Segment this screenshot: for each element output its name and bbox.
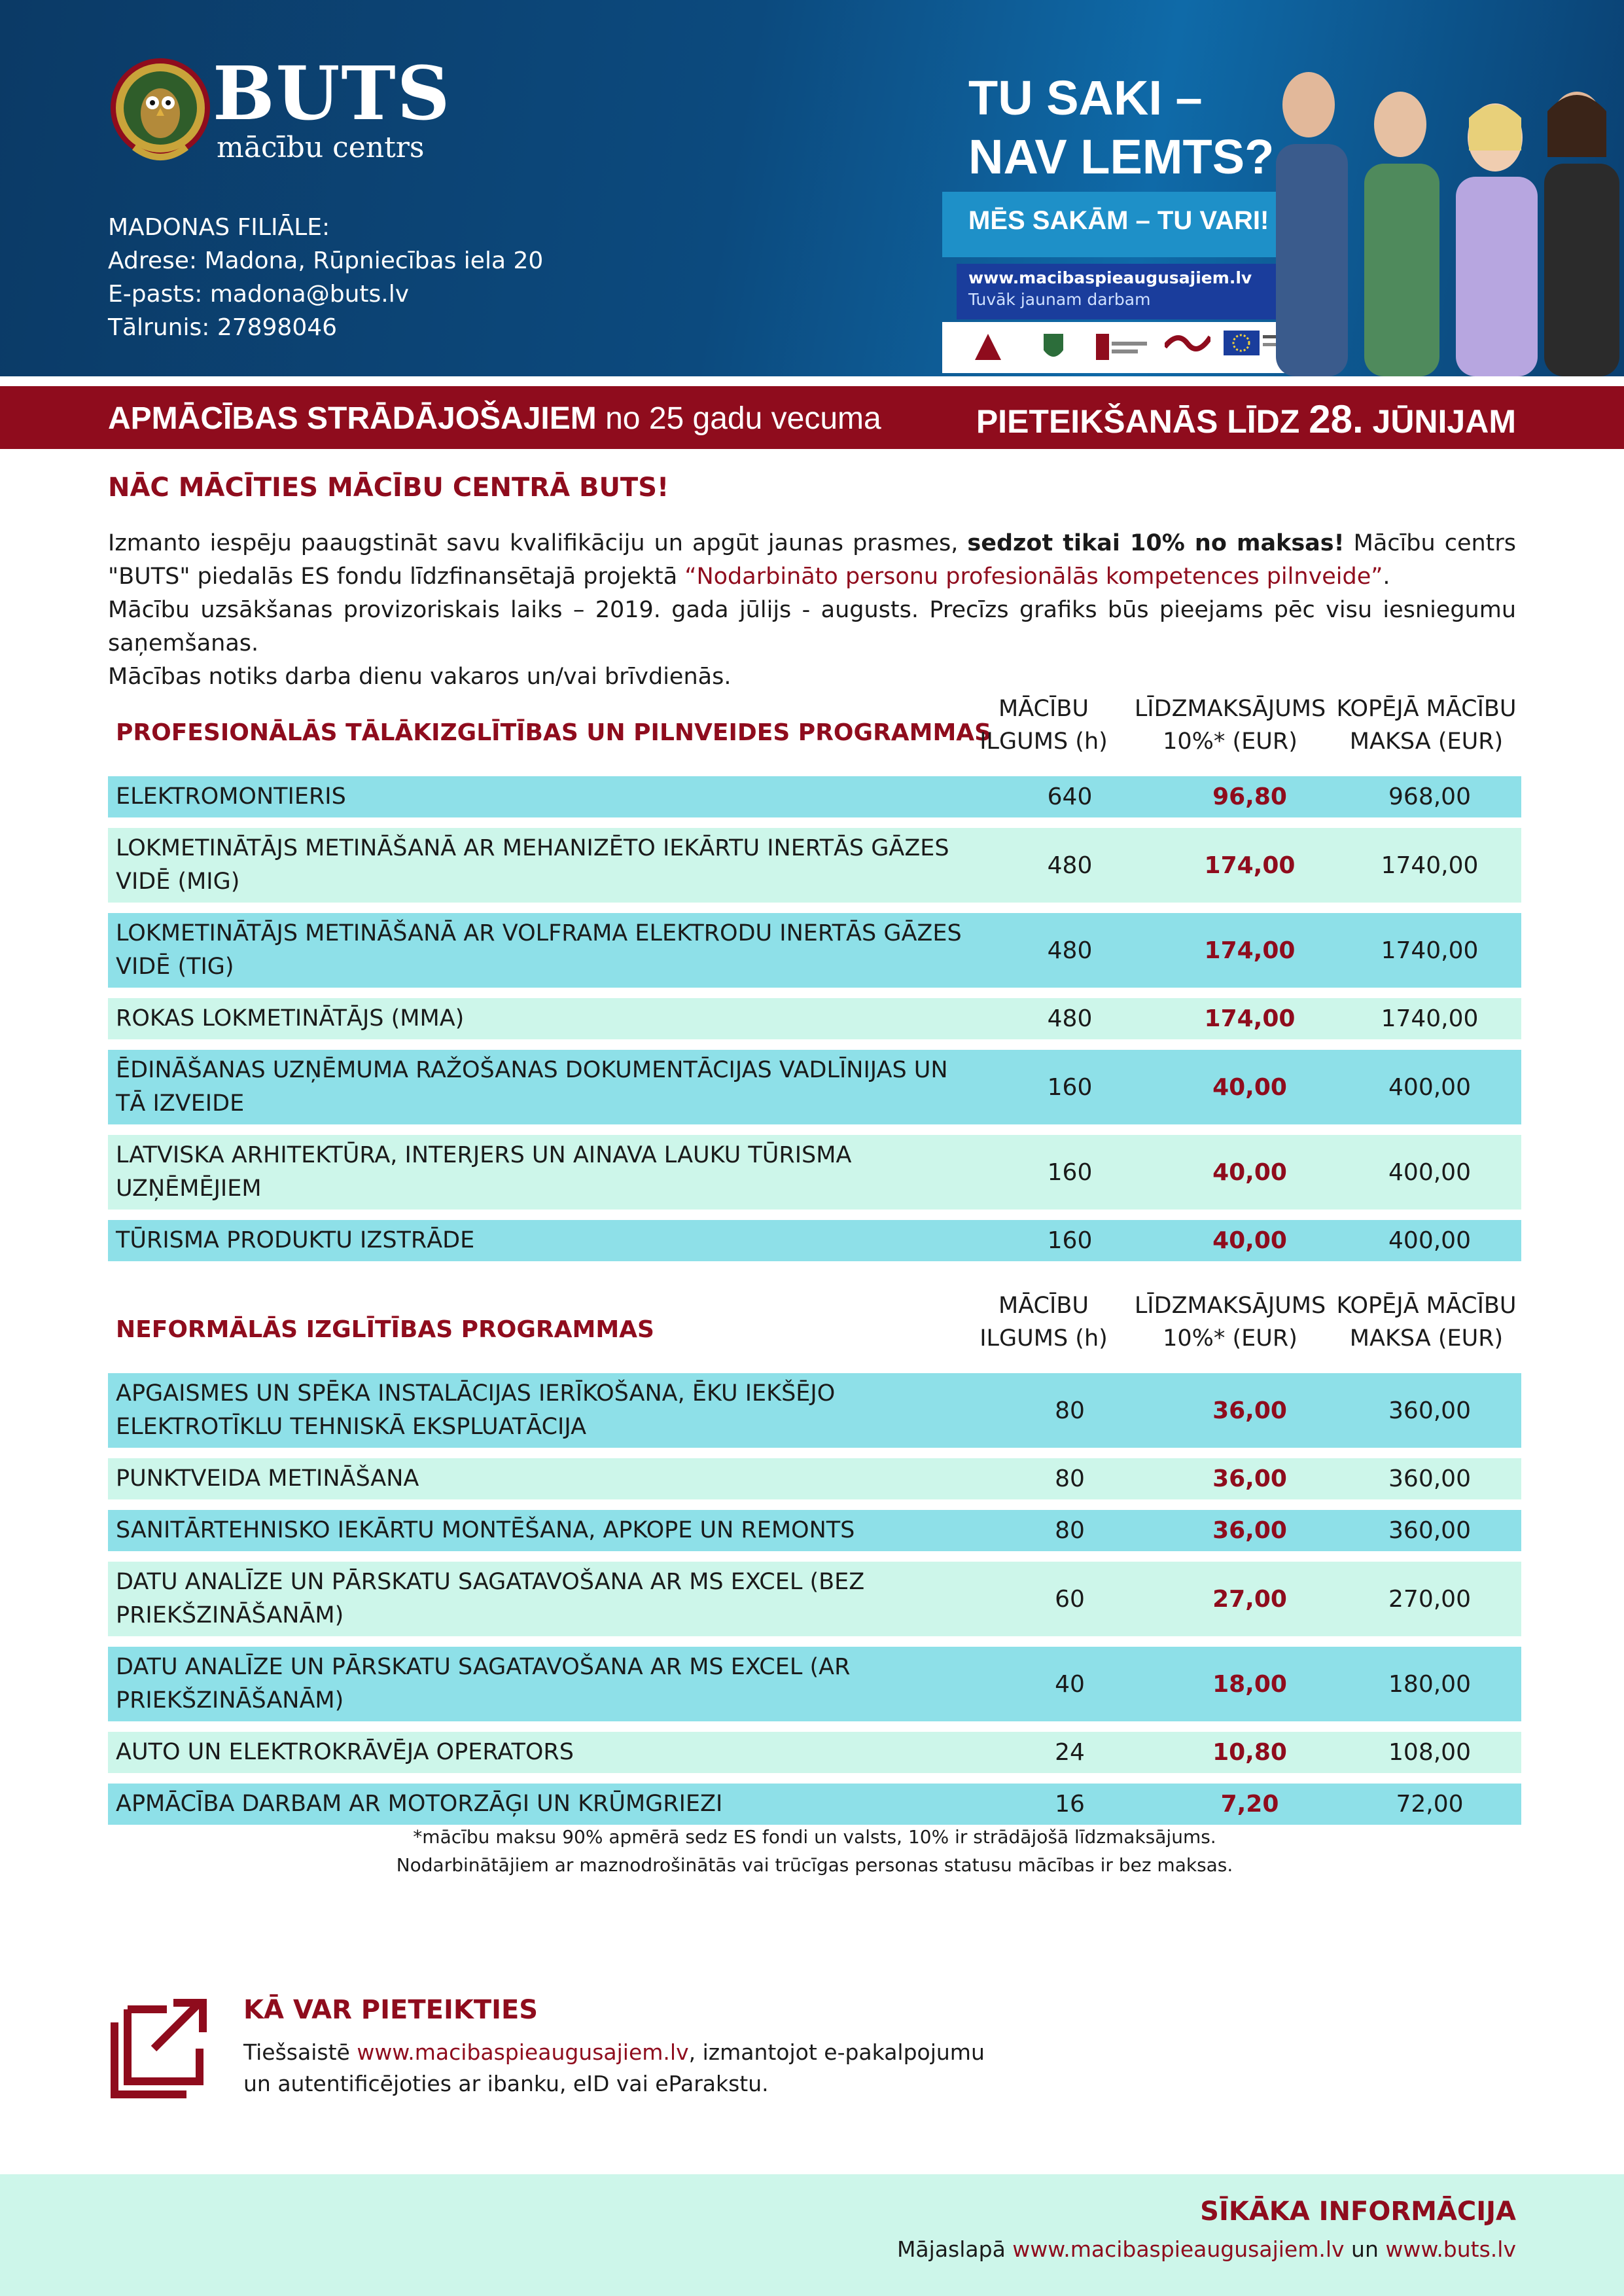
table-row xyxy=(108,1647,1521,1721)
col-copay-line-2: 10%* (EUR) xyxy=(1163,1325,1297,1352)
duration-hours: 24 xyxy=(1055,1739,1085,1766)
col-header-total xyxy=(1328,1289,1525,1355)
table-row xyxy=(108,1510,1521,1551)
logo-subtitle: mācību centrs xyxy=(217,131,425,164)
table-row xyxy=(108,1135,1521,1210)
sponsor-logos xyxy=(942,322,1305,373)
footer xyxy=(0,2174,1624,2296)
duration-hours: 160 xyxy=(1047,1073,1093,1101)
duration-hours: 80 xyxy=(1055,1465,1085,1492)
external-link-icon xyxy=(108,1996,213,2101)
program-name: LOKMETINĀTĀJS METINĀŠANĀ AR MEHANIZĒTO IEKĀRTU INERTĀS GĀZES VIDĒ (MIG) xyxy=(116,835,949,895)
col-hours-line-1: MĀCĪBU xyxy=(998,696,1089,722)
table-row xyxy=(108,828,1521,903)
intro-p1-c: . xyxy=(1383,564,1390,590)
duration-hours: 60 xyxy=(1055,1585,1085,1613)
footnote xyxy=(108,1823,1521,1879)
copayment: 174,00 xyxy=(1204,937,1296,964)
branch-email[interactable]: E-pasts: madona@buts.lv xyxy=(108,281,410,308)
coat-of-arms-icon xyxy=(1034,327,1073,367)
col-total-line-2: MAKSA (EUR) xyxy=(1349,728,1504,755)
col-copay-line-1: LĪDZMAKSĀJUMS xyxy=(1134,1293,1326,1319)
intro-title: NĀC MĀCĪTIES MĀCĪBU CENTRĀ BUTS! xyxy=(108,473,669,503)
copayment: 27,00 xyxy=(1212,1585,1287,1613)
program-name: AUTO UN ELEKTROKRĀVĒJA OPERATORS xyxy=(116,1739,574,1765)
col-copay-line-1: LĪDZMAKSĀJUMS xyxy=(1134,696,1326,722)
col-header-copay xyxy=(1129,1289,1332,1355)
copayment: 18,00 xyxy=(1212,1670,1287,1698)
table-title: NEFORMĀLĀS IZGLĪTĪBAS PROGRAMMAS xyxy=(116,1316,654,1343)
deadline-prefix: PIETEIKŠANĀS LĪDZ xyxy=(976,403,1309,440)
col-total-line-1: KOPĒJĀ MĀCĪBU xyxy=(1336,1293,1517,1319)
promo-ad xyxy=(942,52,1623,376)
national-plan-logo-icon xyxy=(1096,327,1148,367)
promo-line-1: TU SAKI – xyxy=(968,71,1203,125)
table-row xyxy=(108,1784,1521,1825)
program-name: ELEKTROMONTIERIS xyxy=(116,783,346,810)
total-price: 108,00 xyxy=(1388,1739,1471,1766)
branch-phone[interactable]: Tālrunis: 27898046 xyxy=(108,314,338,341)
copayment: 10,80 xyxy=(1212,1739,1287,1766)
copayment: 36,00 xyxy=(1212,1465,1287,1492)
table-row xyxy=(108,998,1521,1039)
promo-url[interactable]: www.macibaspieaugusajiem.lv xyxy=(968,268,1252,287)
intro-text xyxy=(108,527,1516,694)
footer-title: SĪKĀKA INFORMĀCIJA xyxy=(1200,2197,1516,2227)
application-deadline xyxy=(976,397,1516,442)
total-price: 360,00 xyxy=(1388,1517,1471,1544)
col-header-copay xyxy=(1129,692,1332,758)
col-hours-line-1: MĀCĪBU xyxy=(998,1293,1089,1319)
duration-hours: 480 xyxy=(1047,1005,1093,1032)
total-price: 400,00 xyxy=(1388,1158,1471,1186)
intro-p1-a: Izmanto iespēju paaugstināt savu kvalifikāciju un apgūt jaunas prasmes, xyxy=(108,530,968,556)
table-body xyxy=(108,1373,1521,1825)
total-price: 1740,00 xyxy=(1381,937,1479,964)
table-row xyxy=(108,913,1521,988)
copayment: 96,80 xyxy=(1212,783,1287,810)
total-price: 360,00 xyxy=(1388,1397,1471,1424)
footer-pre: Mājaslapā xyxy=(896,2236,1013,2262)
table-row xyxy=(108,776,1521,817)
promo-line-2: NAV LEMTS? xyxy=(968,130,1275,184)
copayment: 36,00 xyxy=(1212,1517,1287,1544)
program-name: LOKMETINĀTĀJS METINĀŠANĀ AR VOLFRAMA ELEKTRODU INERTĀS GĀZES VIDĒ (TIG) xyxy=(116,920,962,980)
col-header-hours xyxy=(952,692,1135,758)
footer-link-buts[interactable]: www.buts.lv xyxy=(1385,2236,1516,2262)
col-hours-line-2: ILGUMS (h) xyxy=(980,728,1108,755)
footer-text xyxy=(897,2236,1516,2262)
project-name: “Nodarbināto personu profesionālās kompetences pilnveide” xyxy=(684,564,1383,590)
total-price: 270,00 xyxy=(1388,1585,1471,1613)
col-hours-line-2: ILGUMS (h) xyxy=(980,1325,1108,1352)
apply-text xyxy=(243,2037,985,2100)
footer-mid: un xyxy=(1344,2236,1386,2262)
total-price: 400,00 xyxy=(1388,1073,1471,1101)
deadline-month: JŪNIJAM xyxy=(1363,403,1516,440)
program-name: TŪRISMA PRODUKTU IZSTRĀDE xyxy=(116,1227,475,1253)
promo-url-subtitle: Tuvāk jaunam darbam xyxy=(968,290,1151,309)
col-total-line-2: MAKSA (EUR) xyxy=(1349,1325,1504,1352)
header-banner xyxy=(0,0,1624,376)
owl-badge-icon xyxy=(108,56,213,167)
branch-contacts xyxy=(108,211,543,344)
duration-hours: 480 xyxy=(1047,852,1093,879)
total-price: 72,00 xyxy=(1396,1791,1464,1818)
total-price: 1740,00 xyxy=(1381,852,1479,879)
total-price: 1740,00 xyxy=(1381,1005,1479,1032)
total-price: 180,00 xyxy=(1388,1670,1471,1698)
announcement-bar xyxy=(0,386,1624,449)
ministry-logo-icon xyxy=(968,327,1008,367)
intro-paragraph-2: Mācību uzsākšanas provizoriskais laiks – 2019. gada jūlijs - augusts. Precīzs grafiks būs pieejams pēc visu iesniegumu saņemšanas. xyxy=(108,597,1516,656)
footer-link-program[interactable]: www.macibaspieaugusajiem.lv xyxy=(1012,2236,1345,2262)
intro-p1-bold: sedzot tikai 10% no maksas! xyxy=(967,530,1345,556)
nonformal-programs-table xyxy=(108,1291,1521,1825)
deadline-day: 28. xyxy=(1309,397,1364,441)
table-row xyxy=(108,1050,1521,1124)
table-header xyxy=(108,694,1521,766)
apply-link[interactable]: www.macibaspieaugusajiem.lv xyxy=(357,2039,689,2065)
table-row xyxy=(108,1373,1521,1448)
copayment: 36,00 xyxy=(1212,1397,1287,1424)
program-name: DATU ANALĪZE UN PĀRSKATU SAGATAVOŠANA AR MS EXCEL (AR PRIEKŠZINĀŠANĀM) xyxy=(116,1654,851,1713)
program-name: SANITĀRTEHNISKO IEKĀRTU MONTĒŠANA, APKOPE UN REMONTS xyxy=(116,1517,855,1543)
buts-logo[interactable] xyxy=(108,51,451,167)
target-audience-bold: APMĀCĪBAS STRĀDĀJOŠAJIEM xyxy=(108,401,597,436)
footnote-line-1: *mācību maksu 90% apmērā sedz ES fondi un valsts, 10% ir strādājošā līdzmaksājums. xyxy=(413,1826,1216,1848)
copayment: 174,00 xyxy=(1204,852,1296,879)
col-total-line-1: KOPĒJĀ MĀCĪBU xyxy=(1336,696,1517,722)
program-name: ĒDINĀŠANAS UZŅĒMUMA RAŽOŠANAS DOKUMENTĀCIJAS VADLĪNIJAS UN TĀ IZVEIDE xyxy=(116,1057,948,1117)
intro-paragraph-3: Mācības notiks darba dienu vakaros un/vai brīvdienās. xyxy=(108,664,732,690)
promo-slogan: MĒS SAKĀM – TU VARI! xyxy=(968,206,1269,235)
target-audience-rest: no 25 gadu vecuma xyxy=(596,401,881,436)
latvia-wave-logo-icon xyxy=(1165,327,1210,360)
copayment: 40,00 xyxy=(1212,1227,1287,1254)
table-row xyxy=(108,1562,1521,1636)
total-price: 360,00 xyxy=(1388,1465,1471,1492)
promo-title xyxy=(968,69,1274,187)
col-header-total xyxy=(1328,692,1525,758)
total-price: 400,00 xyxy=(1388,1227,1471,1254)
duration-hours: 80 xyxy=(1055,1517,1085,1544)
duration-hours: 160 xyxy=(1047,1158,1093,1186)
branch-title: MADONAS FILIĀLE: xyxy=(108,214,330,241)
col-header-hours xyxy=(952,1289,1135,1355)
program-name: ROKAS LOKMETINĀTĀJS (MMA) xyxy=(116,1005,465,1031)
table-title: PROFESIONĀLĀS TĀLĀKIZGLĪTĪBAS UN PILNVEIDES PROGRAMMAS xyxy=(116,719,992,746)
program-name: DATU ANALĪZE UN PĀRSKATU SAGATAVOŠANA AR MS EXCEL (BEZ PRIEKŠZINĀŠANĀM) xyxy=(116,1569,865,1628)
apply-line-2: un autentificējoties ar ibanku, eID vai eParakstu. xyxy=(243,2071,769,2096)
table-body xyxy=(108,776,1521,1261)
copayment: 40,00 xyxy=(1212,1158,1287,1186)
table-row xyxy=(108,1220,1521,1261)
intro-p1-b: Mācību centrs "BUTS" piedalās ES fondu līdzfinansētajā projektā xyxy=(108,530,1517,590)
apply-post: , izmantojot e-pakalpojumu xyxy=(688,2039,985,2065)
table-header xyxy=(108,1291,1521,1363)
copayment: 174,00 xyxy=(1204,1005,1296,1032)
logo-name: BUTS xyxy=(213,51,451,137)
footnote-line-2: Nodarbinātājiem ar maznodrošinātās vai trūcīgas personas statusu mācības ir bez maksas. xyxy=(396,1854,1233,1876)
duration-hours: 40 xyxy=(1055,1670,1085,1698)
apply-pre: Tiešsaistē xyxy=(243,2039,357,2065)
target-audience xyxy=(108,401,881,437)
program-name: LATVISKA ARHITEKTŪRA, INTERJERS UN AINAVA LAUKU TŪRISMA UZŅĒMĒJIEM xyxy=(116,1142,852,1202)
duration-hours: 16 xyxy=(1055,1791,1085,1818)
program-name: APGAISMES UN SPĒKA INSTALĀCIJAS IERĪKOŠANA, ĒKU IEKŠĒJO ELEKTROTĪKLU TEHNISKĀ EKSPLUATĀCIJA xyxy=(116,1380,836,1440)
duration-hours: 160 xyxy=(1047,1227,1093,1254)
table-row xyxy=(108,1732,1521,1773)
table-row xyxy=(108,1458,1521,1499)
branch-address: Adrese: Madona, Rūpniecības iela 20 xyxy=(108,247,544,274)
copayment: 7,20 xyxy=(1220,1791,1279,1818)
professional-programs-table xyxy=(108,694,1521,1261)
people-photo-illustration xyxy=(1263,52,1623,376)
program-name: PUNKTVEIDA METINĀŠANA xyxy=(116,1465,419,1492)
apply-title: KĀ VAR PIETEIKTIES xyxy=(243,1995,538,2025)
program-name: APMĀCĪBA DARBAM AR MOTORZĀĢI UN KRŪMGRIEZI xyxy=(116,1791,723,1817)
duration-hours: 80 xyxy=(1055,1397,1085,1424)
copayment: 40,00 xyxy=(1212,1073,1287,1101)
intro-paragraph-1 xyxy=(108,527,1516,594)
duration-hours: 480 xyxy=(1047,937,1093,964)
col-copay-line-2: 10%* (EUR) xyxy=(1163,728,1297,755)
duration-hours: 640 xyxy=(1047,783,1093,810)
total-price: 968,00 xyxy=(1388,783,1471,810)
